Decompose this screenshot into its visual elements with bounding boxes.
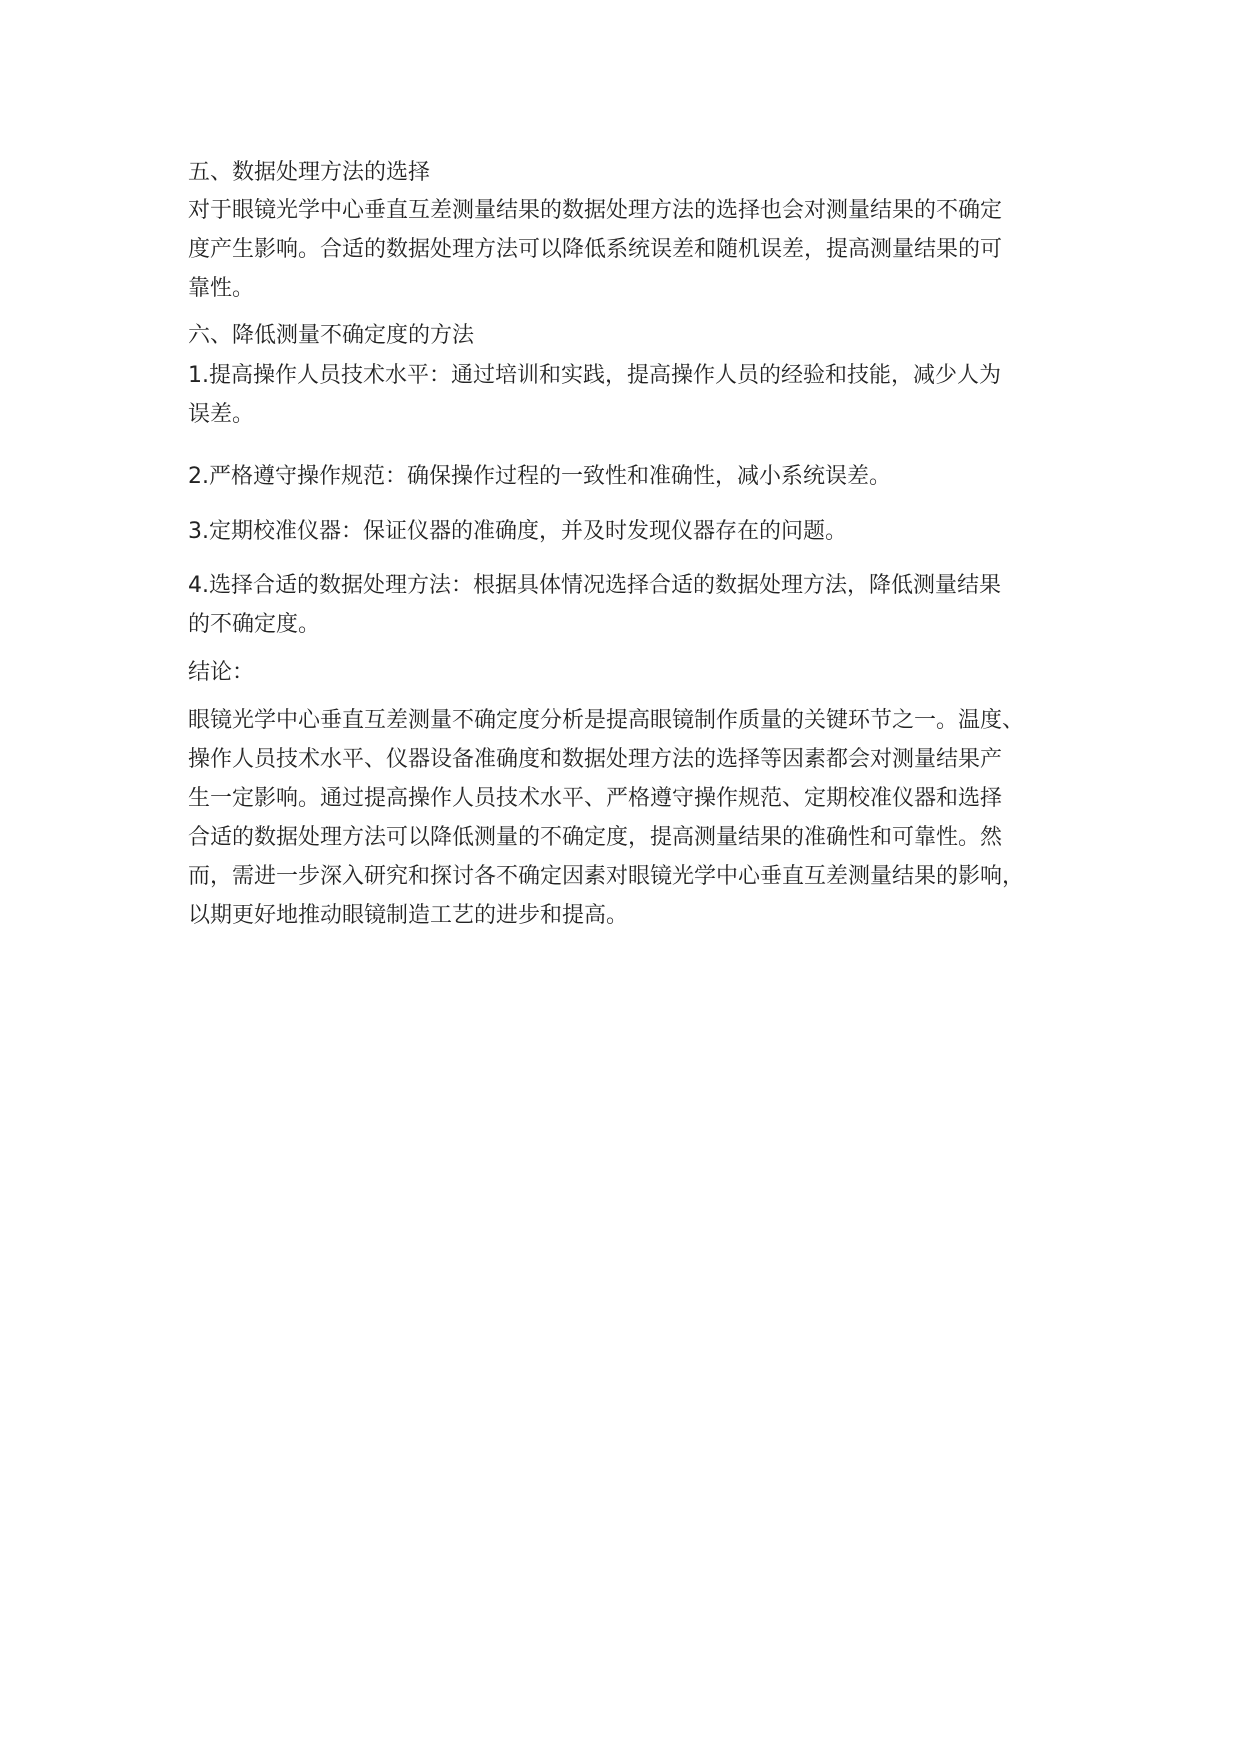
paragraph-line: 操作人员技术水平、仪器设备准确度和数据处理方法的选择等因素都会对测量结果产: [188, 747, 1003, 772]
heading-text: 结论：: [188, 660, 255, 685]
list-item-line: 4.选择合适的数据处理方法：根据具体情况选择合适的数据处理方法，降低测量结果: [188, 573, 1001, 598]
paragraph-line: 以期更好地推动眼镜制造工艺的进步和提高。: [188, 903, 629, 928]
conclusion-paragraph: [188, 701, 1078, 935]
paragraph-line: 合适的数据处理方法可以降低测量的不确定度，提高测量结果的准确性和可靠性。然: [188, 825, 1003, 850]
list-item-line: 3.定期校准仪器：保证仪器的准确度，并及时发现仪器存在的问题。: [188, 519, 847, 544]
paragraph-line: 生一定影响。通过提高操作人员技术水平、严格遵守操作规范、定期校准仪器和选择: [188, 786, 1003, 811]
list-item-line: 误差。: [188, 402, 255, 427]
section-5-heading: [188, 153, 1078, 192]
list-item-4: [188, 566, 1078, 644]
paragraph-line: 靠性。: [188, 276, 255, 301]
list-item-line: 的不确定度。: [188, 612, 321, 637]
conclusion-heading: [188, 653, 1078, 692]
list-item-line: 1.提高操作人员技术水平：通过培训和实践，提高操作人员的经验和技能，减少人为: [188, 363, 1001, 388]
paragraph-line: 对于眼镜光学中心垂直互差测量结果的数据处理方法的选择也会对测量结果的不确定: [188, 198, 1003, 223]
paragraph-line: 度产生影响。合适的数据处理方法可以降低系统误差和随机误差，提高测量结果的可: [188, 237, 1003, 262]
paragraph-line: 而，需进一步深入研究和探讨各不确定因素对眼镜光学中心垂直互差测量结果的影响，: [188, 864, 1025, 889]
list-item-3: [188, 512, 1078, 551]
heading-text: 六、降低测量不确定度的方法: [188, 323, 475, 348]
heading-text: 五、数据处理方法的选择: [188, 160, 431, 185]
list-item-1: [188, 356, 1078, 434]
section-6-heading: [188, 316, 1078, 355]
list-item-2: [188, 457, 1078, 496]
list-item-line: 2.严格遵守操作规范：确保操作过程的一致性和准确性，减小系统误差。: [188, 464, 891, 489]
paragraph-line: 眼镜光学中心垂直互差测量不确定度分析是提高眼镜制作质量的关键环节之一。温度、: [188, 708, 1025, 733]
section-5-paragraph: [188, 191, 1078, 308]
